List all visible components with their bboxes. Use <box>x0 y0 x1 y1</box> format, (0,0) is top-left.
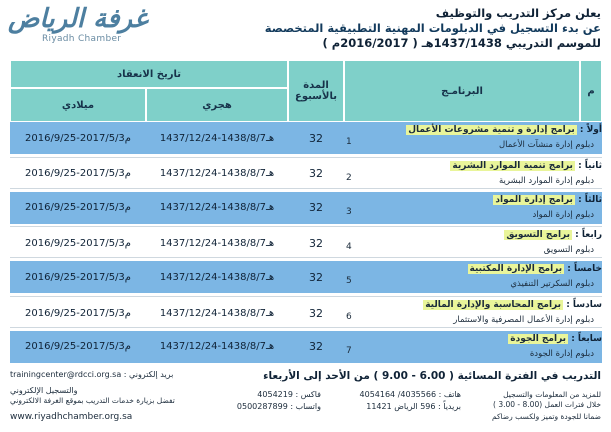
riyadh-chamber-logo <box>8 4 158 52</box>
phone-numbers: هاتف : 4035566/ 4054164 <box>359 390 461 399</box>
table-row <box>10 331 602 363</box>
training-schedule: التدريب في الفترة المسائية ( 6.00 - 9.00 ) من الأحد إلى الأربعاء <box>263 370 601 382</box>
diploma-number: 3 <box>346 206 352 217</box>
gregorian-date: 2016/9/25-2017/5/3م <box>25 341 131 353</box>
table-row <box>10 296 602 328</box>
diploma-name: دبلوم إدارة الجودة <box>529 348 594 359</box>
diploma-number: 2 <box>346 172 352 183</box>
table-row <box>10 157 602 189</box>
header-line-2: عن بدء التسجيل في الدبلومات المهنية التطبيقية المتخصصة <box>264 21 601 35</box>
gregorian-date: 2016/9/25-2017/5/3م <box>25 168 131 180</box>
website-link[interactable]: www.riyadhchamber.org.sa <box>10 412 133 422</box>
gregorian-date: 2016/9/25-2017/5/3م <box>25 202 131 214</box>
header-line-3: للموسم التدريبي 1437/1438هـ ( 2016/2017م ) <box>322 36 601 50</box>
diploma-number: 6 <box>346 312 352 322</box>
footer <box>0 368 611 432</box>
col-header-m: م <box>580 60 602 122</box>
duration-weeks: 32 <box>309 270 323 284</box>
category-title: برامج المحاسبة والإدارة المالية <box>425 300 562 310</box>
diploma-number: 7 <box>346 345 352 356</box>
logo-arabic-text: غرفة الرياض <box>8 4 148 34</box>
category-order: رابعاً : <box>575 230 602 241</box>
diploma-name: دبلوم السكرتير التنفيذي <box>510 279 594 290</box>
category-title: برامج إدارة و تنمية مشروعات الأعمال <box>408 125 575 135</box>
duration-weeks: 32 <box>309 167 323 181</box>
diploma-name: دبلوم التسويق <box>543 245 594 256</box>
hijri-date: 1437/12/24-1438/8/7هـ <box>159 168 275 180</box>
duration-weeks: 32 <box>309 131 323 145</box>
col-header-program: البرنامـج <box>344 60 580 122</box>
gregorian-date: 2016/9/25-2017/5/3م <box>25 307 131 319</box>
online-registration-note: تفضل بزيارة خدمات التدريب بموقع الغرفة الالكتروني <box>10 396 175 405</box>
category-order: سادساً : <box>566 300 602 310</box>
postal-address: بريدياً : 596 الرياض 11421 <box>366 402 461 411</box>
category-title: برامج إدارة المواد <box>495 194 573 205</box>
duration-weeks: 32 <box>309 340 323 354</box>
diploma-number: 5 <box>346 276 352 287</box>
logo-english-text: Riyadh Chamber <box>42 34 122 44</box>
table-row <box>10 226 602 258</box>
diploma-number: 1 <box>346 137 352 147</box>
table-row <box>10 122 602 154</box>
category-order: خامساً : <box>567 264 602 275</box>
header-line-1: يعلن مركز التدريب والتوظيف <box>435 6 601 20</box>
diploma-name: دبلوم إدارة الأعمال المصرفية والاستثمار <box>453 315 594 325</box>
hijri-date: 1437/12/24-1438/8/7هـ <box>159 271 275 283</box>
duration-weeks: 32 <box>309 236 323 250</box>
gregorian-date: 2016/9/25-2017/5/3م <box>25 237 131 249</box>
fax-number: فاكس : 4054219 <box>257 390 321 399</box>
col-header-date: تاريخ الانعقاد <box>10 60 288 88</box>
category-title: برامج التسويق <box>506 230 571 241</box>
diploma-name: دبلوم إدارة منشآت الأعمال <box>498 140 594 150</box>
category-title: برامج الجودة <box>510 333 567 344</box>
category-title: برامج تنمية الموارد البشرية <box>452 160 573 171</box>
category-order: أولاً : <box>579 125 602 135</box>
closing-note: ضمانا للجودة وتميز ولكسب رضاكم <box>491 412 601 421</box>
gregorian-date: 2016/9/25-2017/5/3م <box>25 271 131 283</box>
diploma-name: دبلوم إدارة المواد <box>532 209 594 220</box>
duration-weeks: 32 <box>309 201 323 215</box>
hijri-date: 1437/12/24-1438/8/7هـ <box>159 132 275 144</box>
hijri-date: 1437/12/24-1438/8/7هـ <box>159 202 275 214</box>
hijri-date: 1437/12/24-1438/8/7هـ <box>159 307 275 319</box>
whatsapp-number: واتساب : 0500287899 <box>236 402 321 411</box>
hijri-date: 1437/12/24-1438/8/7هـ <box>159 341 275 353</box>
col-header-hijri: هجري <box>146 88 288 122</box>
working-hours: خلال فترات العمل (8.00 - 3.00 ) <box>493 400 601 409</box>
table-row <box>10 261 602 293</box>
gregorian-date: 2016/9/25-2017/5/3م <box>25 132 131 144</box>
table-row <box>10 192 602 224</box>
diploma-number: 4 <box>346 242 352 253</box>
contact-email: trainingcenter@rdcci.org.sa : بريد إلكتروني <box>10 370 174 379</box>
diploma-name: دبلوم إدارة الموارد البشرية <box>498 175 594 186</box>
diplomas-table <box>10 60 602 366</box>
online-registration-label: والتسجيل الإلكتروني <box>10 386 78 395</box>
category-order: ثانياً : <box>578 160 602 171</box>
hijri-date: 1437/12/24-1438/8/7هـ <box>159 237 275 249</box>
announcement-header <box>171 6 601 51</box>
info-label: للمزيد من المعلومات والتسجيل <box>503 390 601 399</box>
category-order: سابعاً : <box>571 333 602 344</box>
duration-weeks: 32 <box>309 306 323 320</box>
col-header-gregorian: ميلادي <box>10 88 146 122</box>
col-header-duration: المدة بالأسبوع <box>288 60 344 122</box>
category-order: ثالثاً : <box>578 194 602 205</box>
category-title: برامج الإدارة المكتبية <box>469 264 563 275</box>
